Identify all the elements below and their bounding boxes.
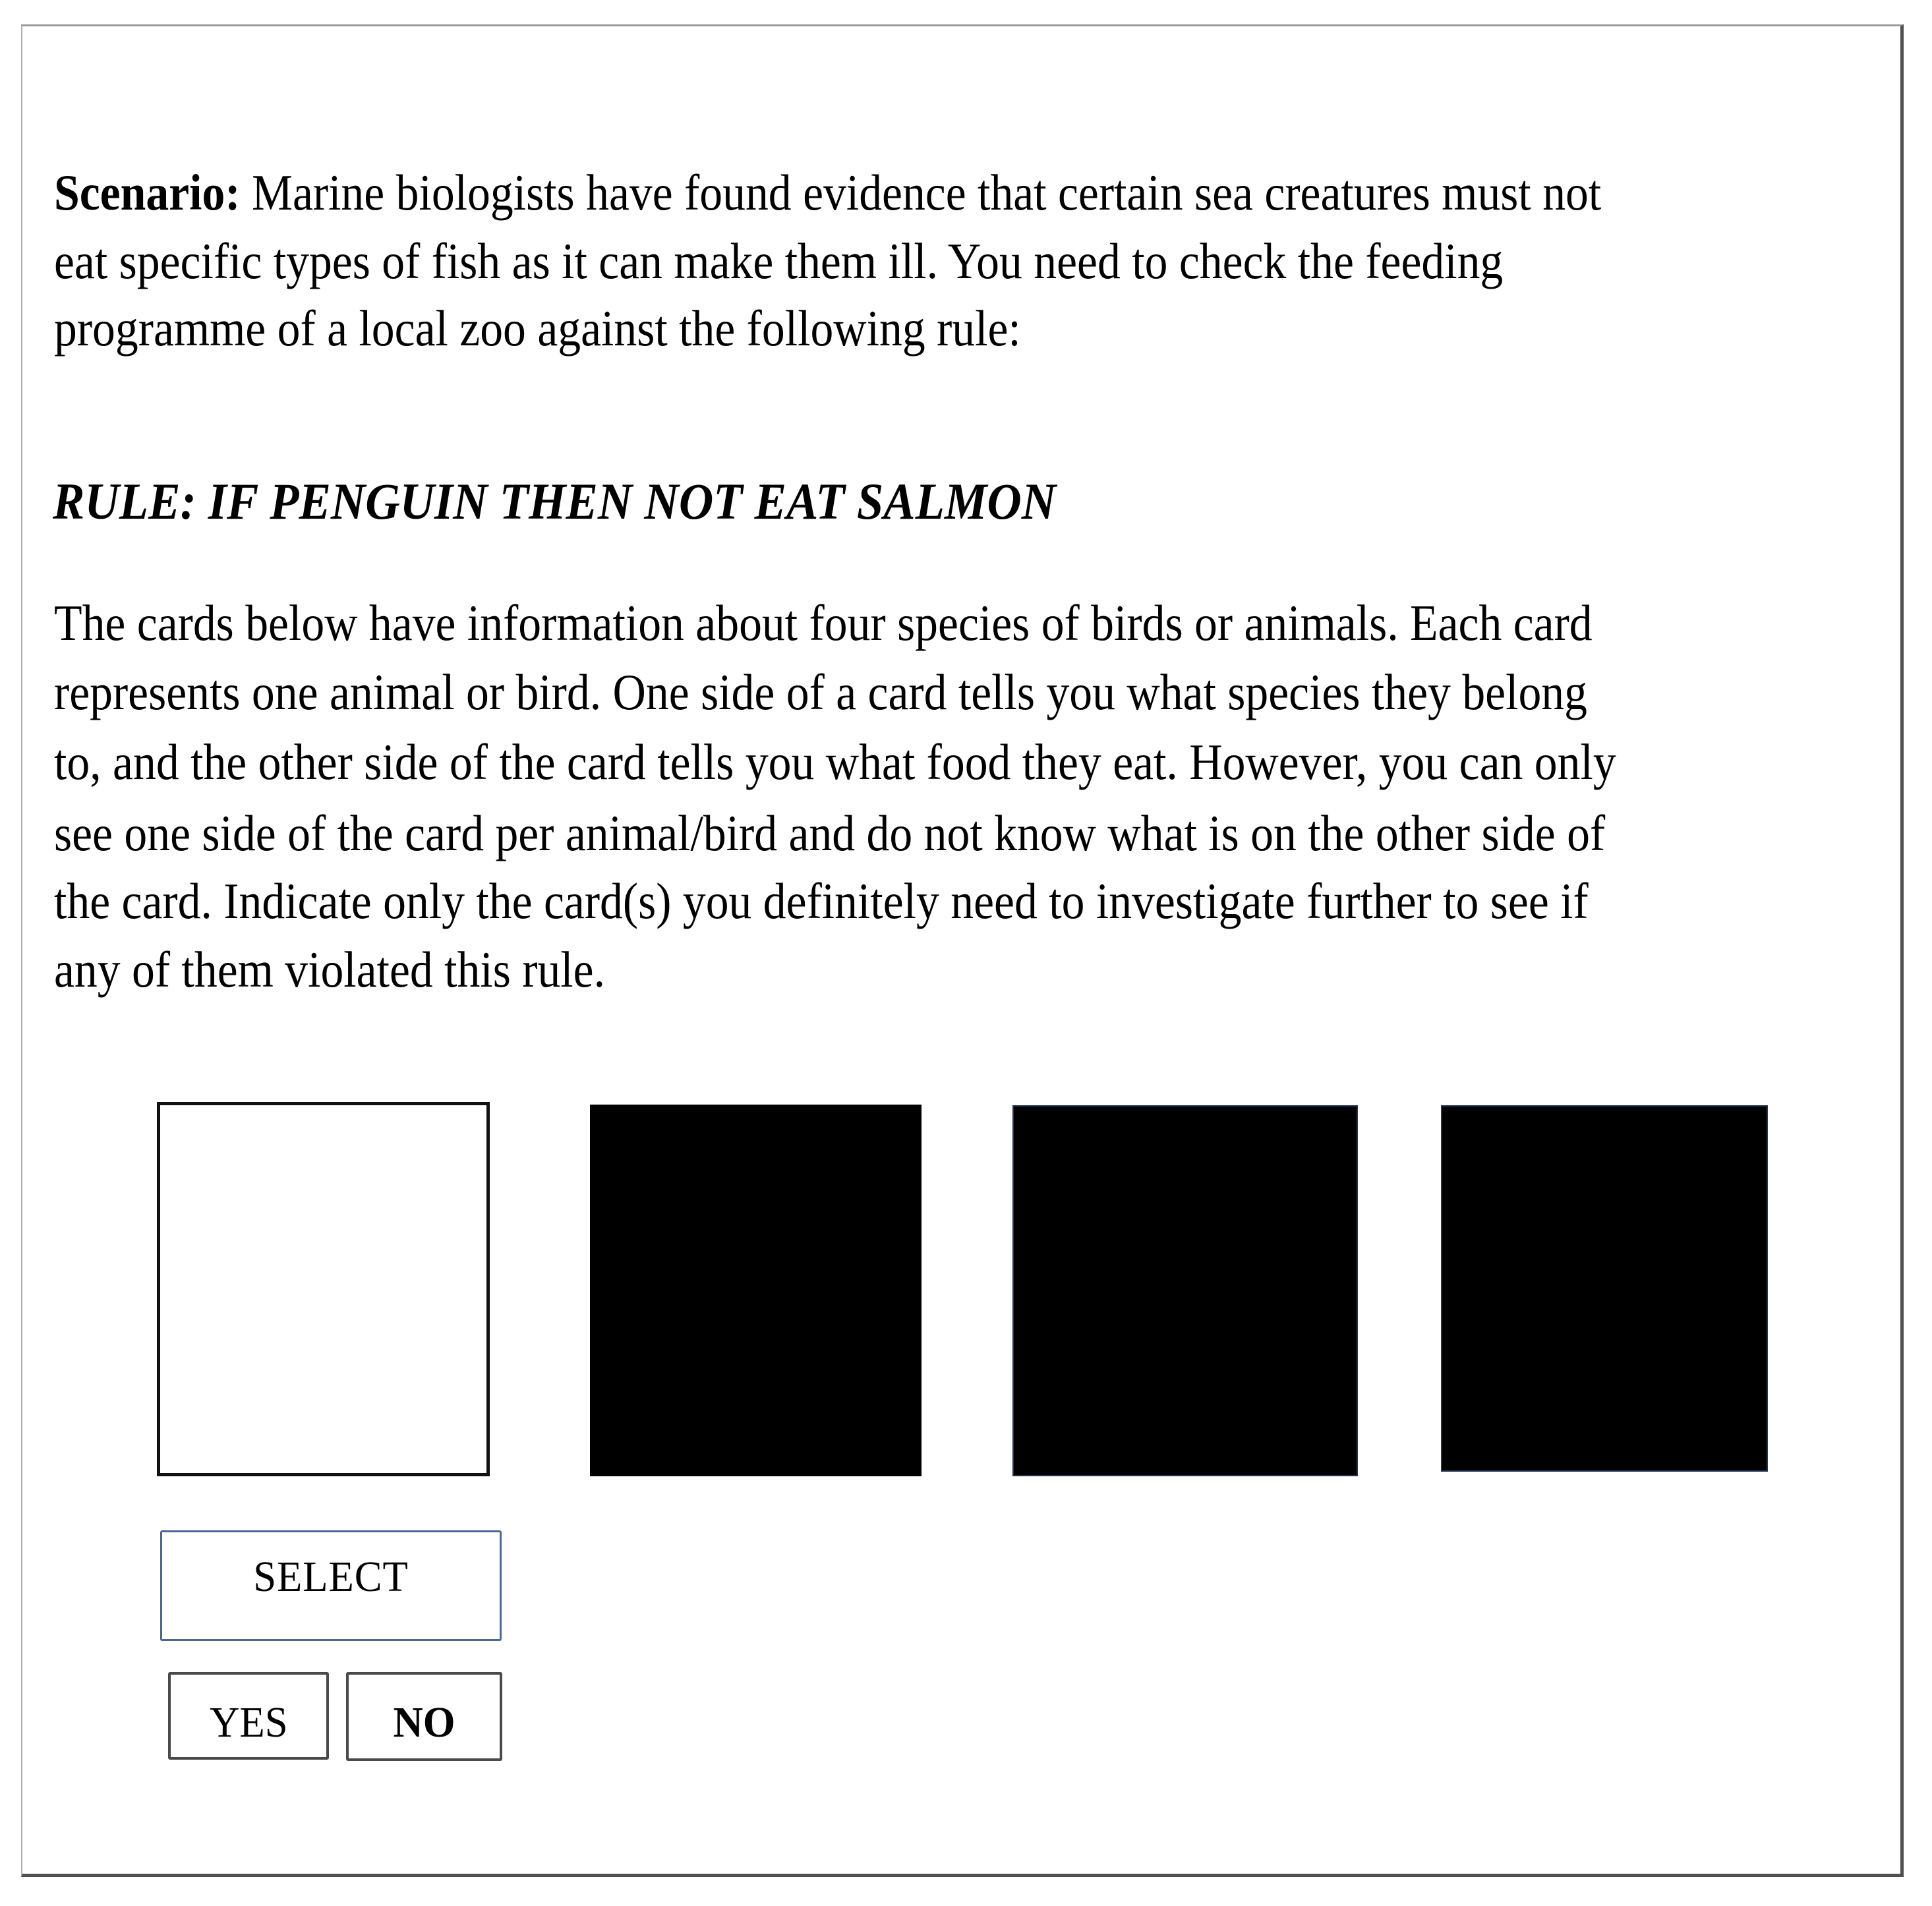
instructions-line-5: the card. Indicate only the card(s) you definitely need to investigate further to see if	[54, 873, 1589, 929]
select-button-label: SELECT	[253, 1553, 409, 1601]
yes-button[interactable]	[168, 1672, 329, 1760]
instructions-line-2: represents one animal or bird. One side of a card tells you what species they belong	[54, 664, 1587, 720]
instructions-line-3: to, and the other side of the card tells you what food they eat. However, you can only	[54, 734, 1616, 790]
instructions-line-6: any of them violated this rule.	[54, 941, 606, 998]
yes-button-label: YES	[209, 1698, 288, 1747]
card-1[interactable]	[157, 1102, 490, 1476]
card-3[interactable]	[1012, 1105, 1358, 1476]
scenario-label: Scenario:	[54, 164, 241, 221]
instructions-line-1: The cards below have information about four species of birds or animals. Each card	[54, 594, 1593, 651]
scenario-line-1	[54, 164, 1602, 221]
instructions-line-4: see one side of the card per animal/bird and do not know what is on the other side of	[54, 805, 1606, 861]
scenario-line-2: eat specific types of fish as it can make them ill. You need to check the feeding	[54, 233, 1504, 289]
card-4[interactable]	[1441, 1105, 1768, 1472]
select-button[interactable]	[160, 1530, 502, 1641]
no-button[interactable]	[346, 1672, 502, 1761]
scenario-line-3: programme of a local zoo against the following rule:	[54, 300, 1021, 357]
no-button-label: NO	[393, 1698, 455, 1747]
scenario-text: Marine biologists have found evidence that certain sea creatures must not	[240, 164, 1602, 221]
rule-statement: RULE: IF PENGUIN THEN NOT EAT SALMON	[53, 473, 1057, 530]
card-2[interactable]	[590, 1105, 922, 1476]
